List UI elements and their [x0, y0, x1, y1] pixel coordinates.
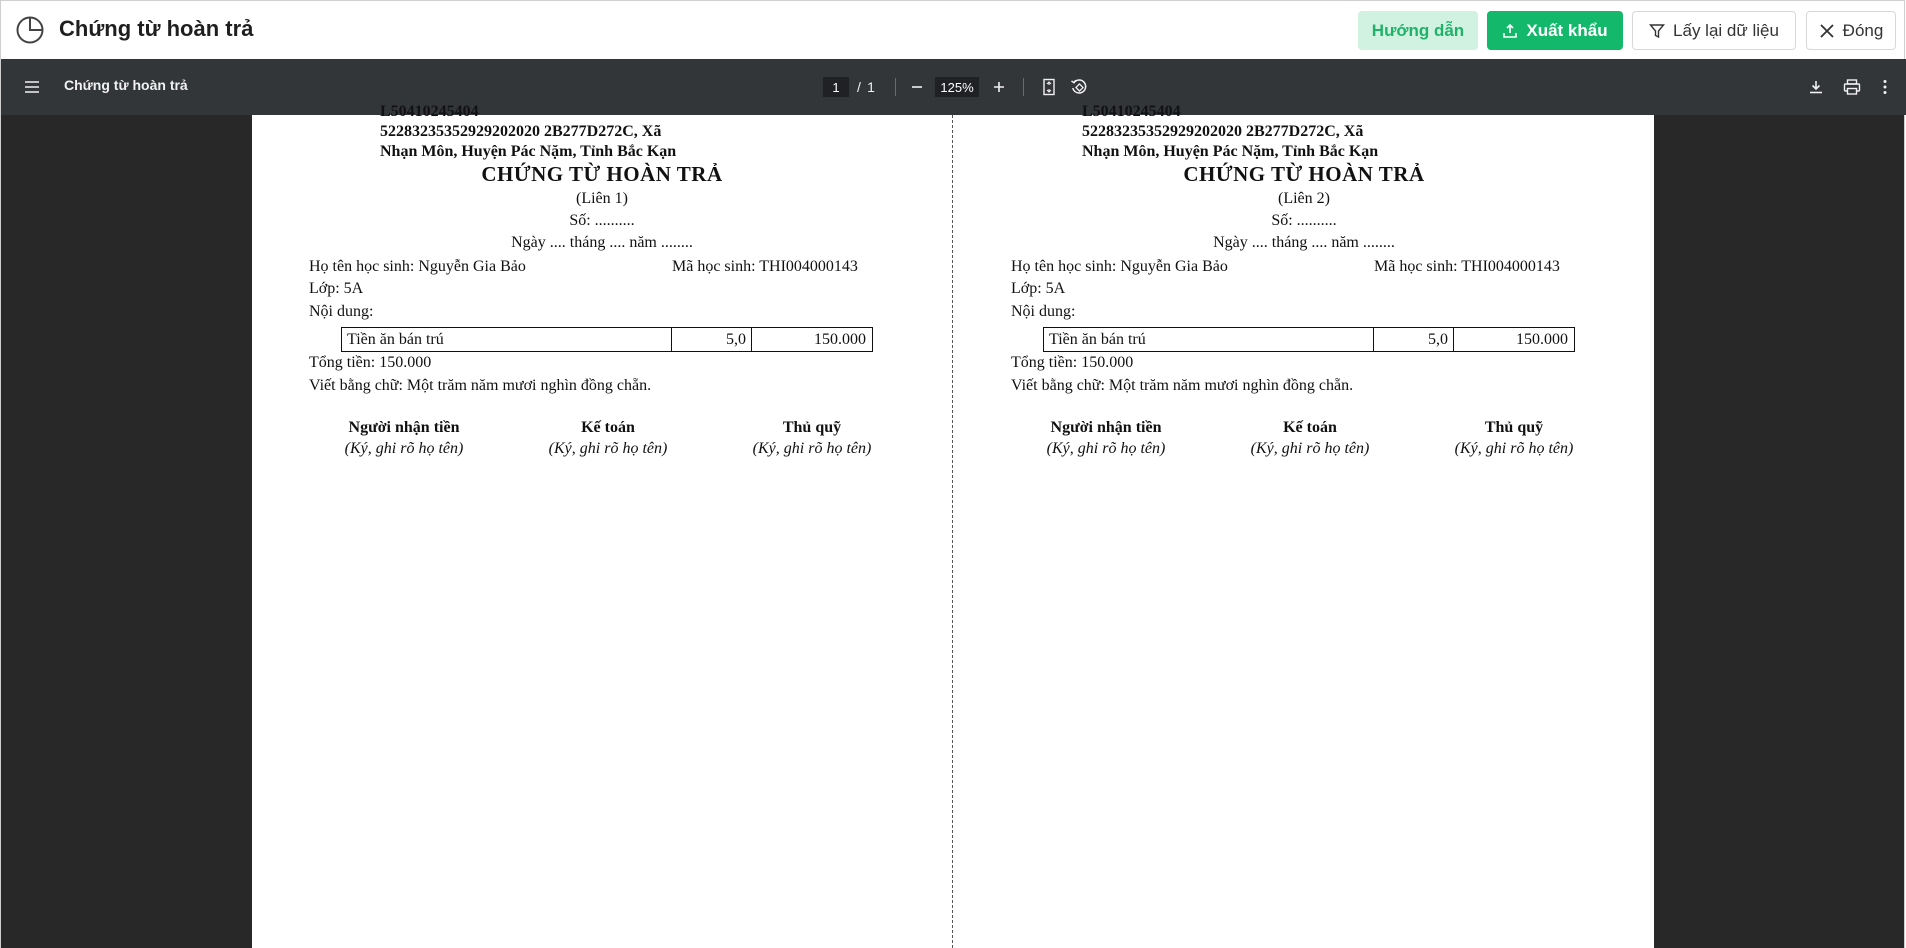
line-item-name: Tiền ăn bán trú: [1044, 328, 1374, 351]
zoom-level-input[interactable]: 125%: [935, 77, 979, 97]
viewer-toolbar: [1, 59, 1906, 115]
signature-title: Kế toán: [581, 419, 635, 436]
signature-accountant: [518, 419, 698, 458]
signature-cashier: [1424, 419, 1604, 458]
guide-button[interactable]: [1358, 11, 1478, 50]
guide-button-label: Hướng dẫn: [1371, 20, 1465, 40]
close-button[interactable]: [1806, 11, 1896, 50]
zoom-in-icon[interactable]: [987, 75, 1011, 99]
reload-data-button[interactable]: [1632, 11, 1796, 50]
zoom-out-icon[interactable]: [905, 75, 929, 99]
signature-title: Người nhận tiền: [1050, 419, 1162, 436]
line-item-row: [1043, 327, 1575, 352]
address-line: 52283235352929202020 2B277D272C, Xã: [380, 123, 662, 140]
signature-title: Kế toán: [1283, 419, 1337, 436]
copy-label: (Liên 1): [576, 190, 628, 207]
signature-note: (Ký, ghi rõ họ tên): [344, 440, 464, 457]
amount-in-words: Viết bằng chữ: Một trăm năm mươi nghìn đồng chẵn.: [309, 377, 652, 394]
receipt-copy-2: [954, 103, 1654, 948]
toolbar-divider: [1023, 78, 1024, 96]
total-amount: Tổng tiền: 150.000: [309, 354, 432, 371]
toolbar-divider: [895, 78, 896, 96]
document-number: Số: ..........: [1271, 212, 1337, 229]
signature-note: (Ký, ghi rõ họ tên): [752, 440, 872, 457]
signature-accountant: [1220, 419, 1400, 458]
student-name: Họ tên học sinh: Nguyễn Gia Bảo: [1011, 258, 1228, 275]
fit-page-icon[interactable]: [1037, 75, 1061, 99]
signature-note: (Ký, ghi rõ họ tên): [1454, 440, 1574, 457]
copy-label: (Liên 2): [1278, 190, 1330, 207]
student-code: Mã học sinh: THI004000143: [1374, 258, 1560, 275]
pdf-viewer: [0, 59, 1905, 948]
document-heading: CHỨNG TỪ HOÀN TRẢ: [481, 162, 723, 186]
document-date: Ngày .... tháng .... năm ........: [1213, 234, 1395, 251]
reload-data-button-label: Lấy lại dữ liệu: [1673, 20, 1779, 40]
line-item-name: Tiền ăn bán trú: [342, 328, 672, 351]
receipt-copy-1: [252, 103, 952, 948]
page-title: Chứng từ hoàn trả: [59, 16, 254, 41]
line-item-amount: 150.000: [1516, 331, 1568, 348]
menu-icon[interactable]: [19, 75, 45, 99]
download-icon[interactable]: [1804, 75, 1828, 99]
export-icon: [1502, 23, 1518, 39]
signature-title: Thủ quỹ: [782, 419, 842, 436]
copy-divider: [952, 115, 953, 948]
content-label: Nội dung:: [309, 303, 374, 320]
close-button-label: Đóng: [1842, 20, 1884, 40]
app-header: [0, 0, 1905, 59]
signature-receiver: [1016, 419, 1196, 458]
line-item-amount: 150.000: [814, 331, 866, 348]
page-total: 1: [867, 79, 875, 95]
document-heading: CHỨNG TỪ HOÀN TRẢ: [1183, 162, 1425, 186]
student-class: Lớp: 5A: [309, 280, 364, 297]
signature-title: Thủ quỹ: [1484, 419, 1544, 436]
student-code: Mã học sinh: THI004000143: [672, 258, 858, 275]
signature-cashier: [722, 419, 902, 458]
address-line: Nhạn Môn, Huyện Pác Nặm, Tỉnh Bắc Kạn: [1082, 143, 1379, 160]
total-amount: Tổng tiền: 150.000: [1011, 354, 1134, 371]
signature-note: (Ký, ghi rõ họ tên): [1046, 440, 1166, 457]
address-line: Nhạn Môn, Huyện Pác Nặm, Tỉnh Bắc Kạn: [380, 143, 677, 160]
export-button-label: Xuất khẩu: [1526, 20, 1608, 40]
close-icon: [1819, 23, 1835, 39]
line-item-quantity: 5,0: [672, 328, 752, 351]
report-chart-icon: [15, 15, 45, 45]
document-number: Số: ..........: [569, 212, 635, 229]
page-separator: /: [857, 79, 861, 95]
signature-note: (Ký, ghi rõ họ tên): [1250, 440, 1370, 457]
address-line: 52283235352929202020 2B277D272C, Xã: [1082, 123, 1364, 140]
more-options-icon[interactable]: [1877, 75, 1893, 99]
address-line: L50410245404: [380, 103, 479, 120]
content-label: Nội dung:: [1011, 303, 1076, 320]
viewer-document-title: Chứng từ hoàn trả: [64, 77, 188, 93]
export-button[interactable]: [1487, 11, 1623, 50]
signature-note: (Ký, ghi rõ họ tên): [548, 440, 668, 457]
address-line: L50410245404: [1082, 103, 1181, 120]
rotate-icon[interactable]: [1067, 75, 1091, 99]
student-class: Lớp: 5A: [1011, 280, 1066, 297]
document-date: Ngày .... tháng .... năm ........: [511, 234, 693, 251]
page-number-input[interactable]: 1: [823, 77, 849, 97]
signature-title: Người nhận tiền: [348, 419, 460, 436]
pdf-page: [252, 103, 1654, 948]
signature-receiver: [314, 419, 494, 458]
filter-icon: [1649, 23, 1665, 39]
amount-in-words: Viết bằng chữ: Một trăm năm mươi nghìn đồng chẵn.: [1011, 377, 1354, 394]
line-item-row: [341, 327, 873, 352]
student-name: Họ tên học sinh: Nguyễn Gia Bảo: [309, 258, 526, 275]
print-icon[interactable]: [1839, 75, 1865, 99]
line-item-quantity: 5,0: [1374, 328, 1454, 351]
